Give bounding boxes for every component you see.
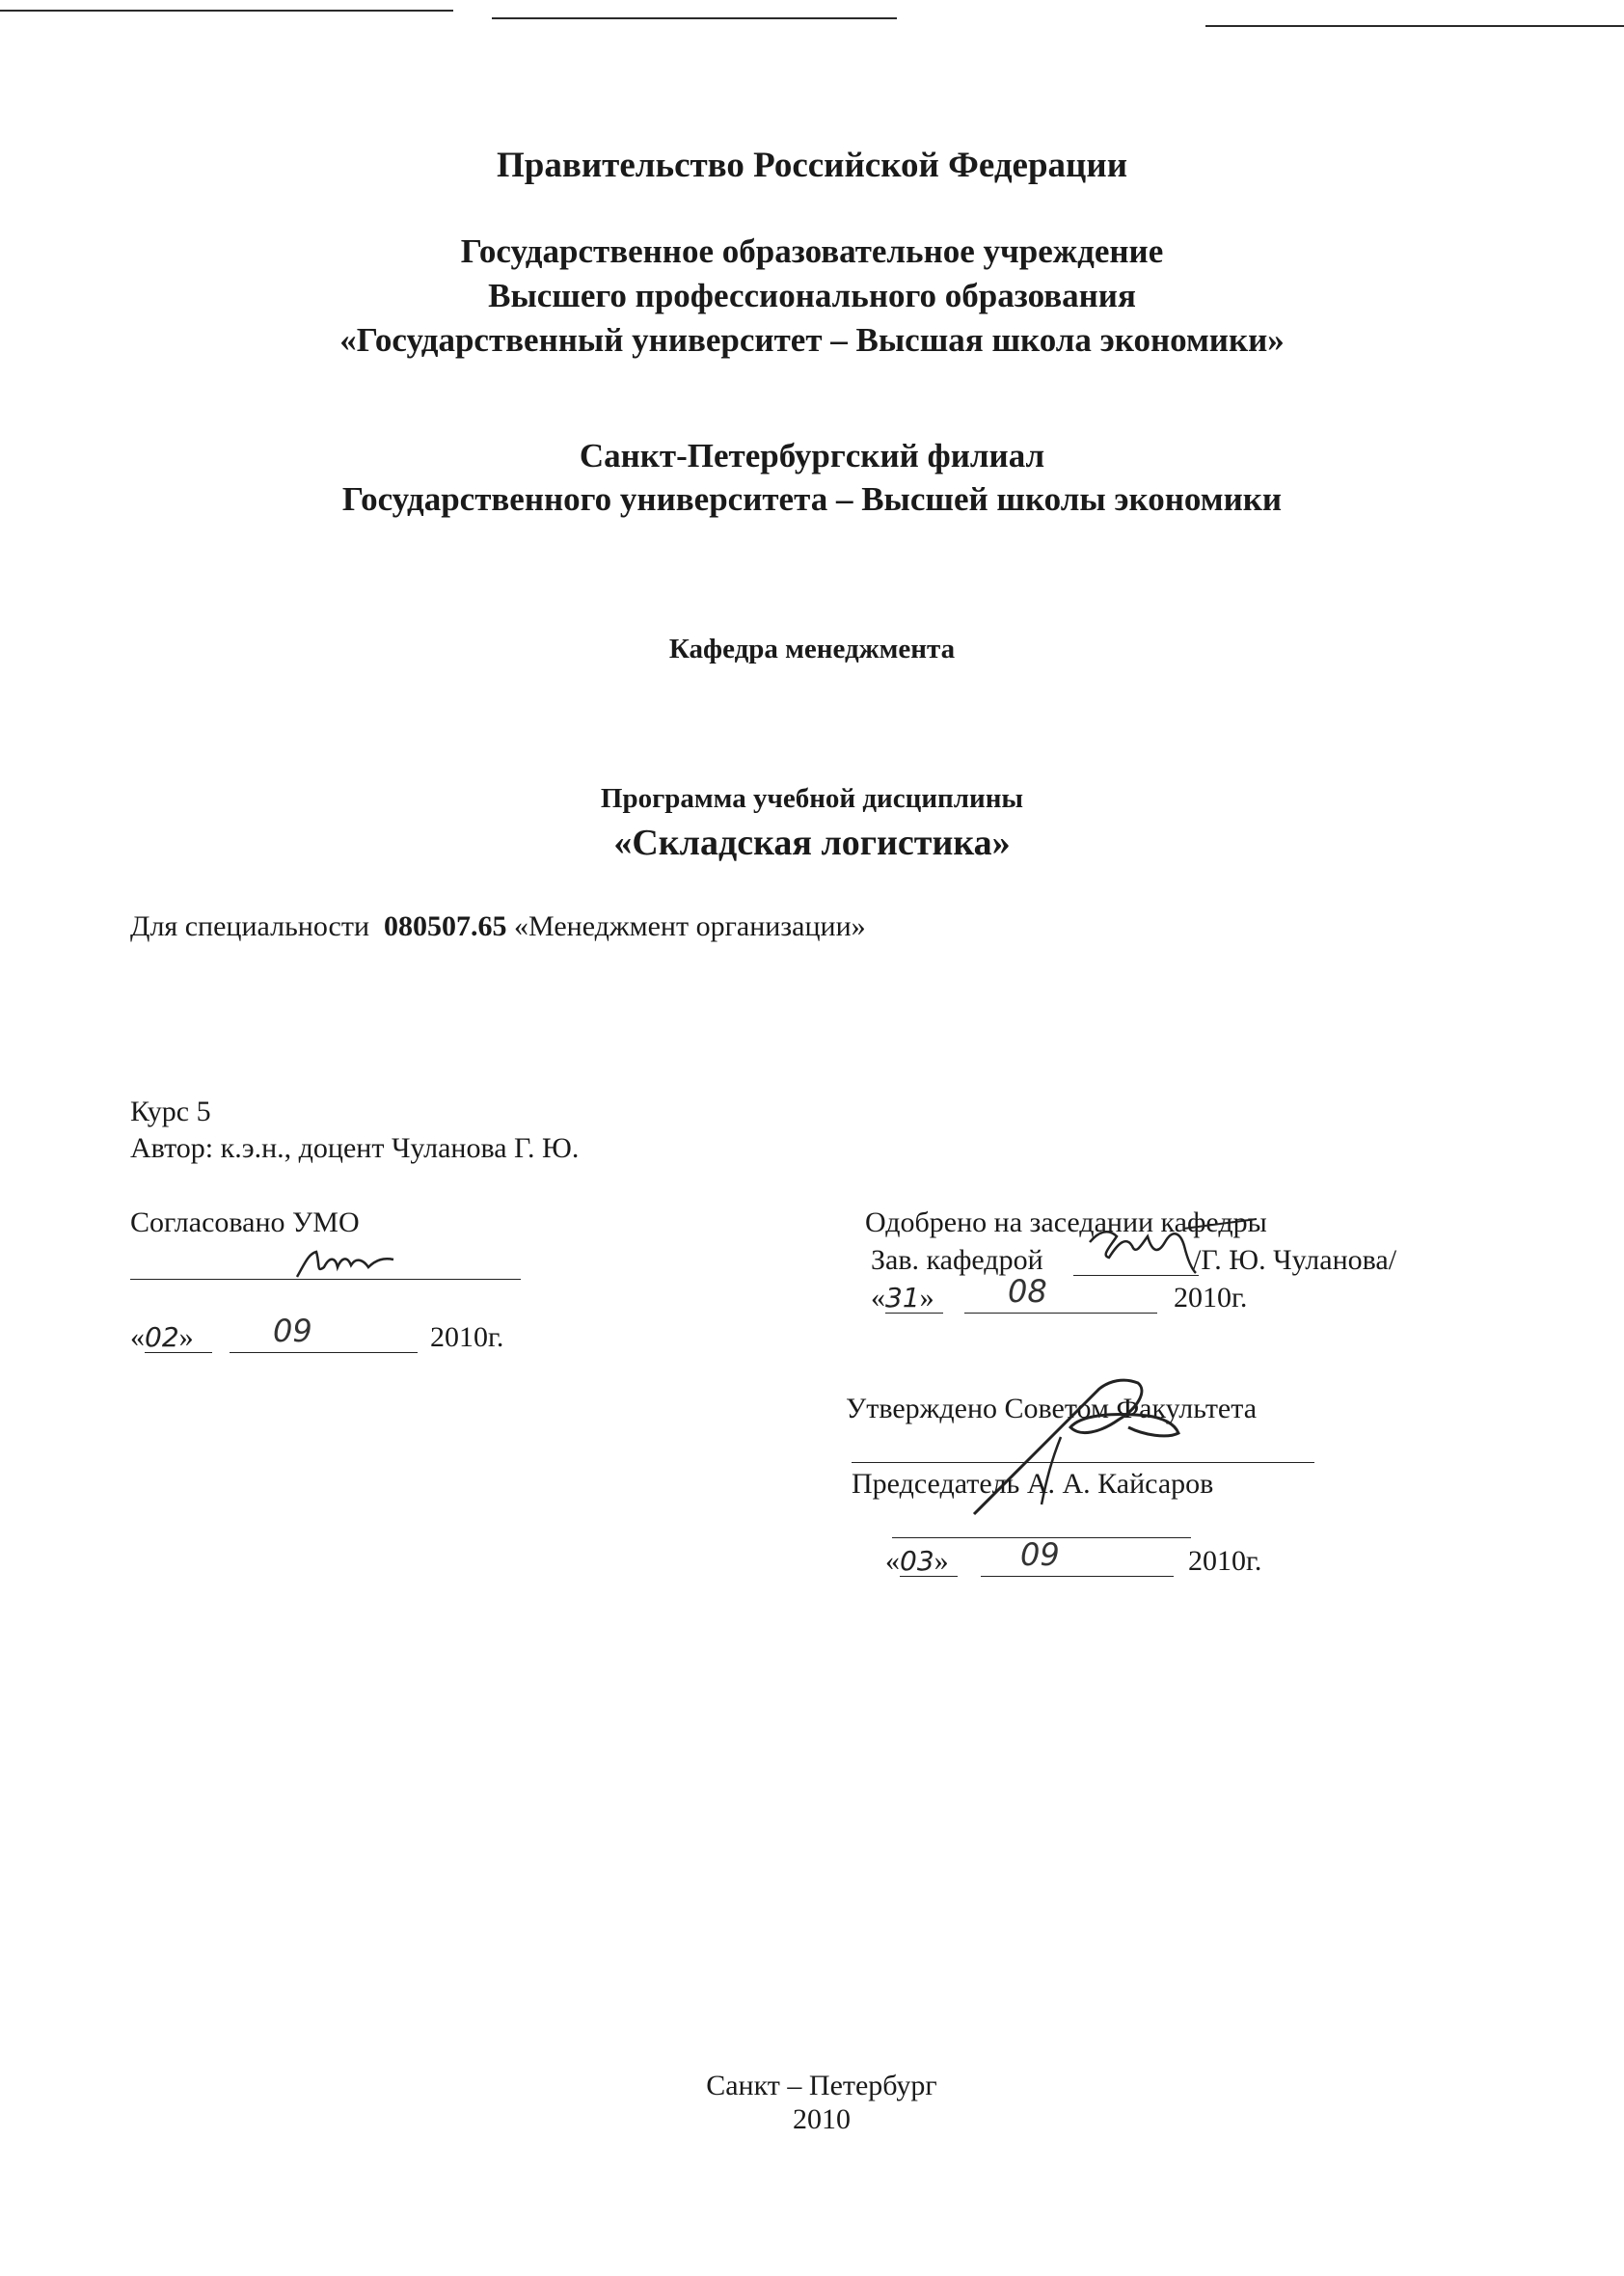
council-approval-label: Утверждено Советом Факультета [846,1393,1258,1424]
umo-open-quote: « [130,1321,145,1353]
specialty-code: 080507.65 [384,910,507,942]
department-day-line [885,1313,943,1314]
department-head-name: /Г. Ю. Чуланова/ [1193,1244,1397,1276]
specialty-name: «Менеджмент организации» [514,910,866,942]
scan-edge-line [0,10,453,12]
umo-month: 09 [273,1313,312,1349]
specialty-prefix: Для специальности [130,910,370,942]
umo-close-quote: » [178,1321,194,1353]
specialty-line [130,912,866,941]
council-month-line [981,1576,1174,1577]
program-label: Программа учебной дисциплины [600,783,1024,814]
branch-line-1: Санкт-Петербургский филиал [579,437,1045,474]
umo-month-line [230,1352,418,1353]
department-head-prefix: Зав. кафедрой [871,1244,1043,1276]
institution-line-1: Государственное образовательное учреждение [460,232,1164,270]
department-close-quote: » [919,1282,934,1314]
department-open-quote: « [871,1282,885,1314]
umo-date [130,1323,194,1352]
council-date [885,1547,949,1576]
branch-line-2: Государственного университета – Высшей школы экономики [341,480,1283,518]
umo-day-line [145,1352,212,1353]
department-title: Кафедра менеджмента [668,634,956,664]
footer-city: Санкт – Петербург [706,2070,937,2101]
council-chair: Председатель А. А. Кайсаров [852,1468,1214,1500]
course-number: Курс 5 [130,1096,211,1127]
course-title: «Складская логистика» [613,823,1011,863]
author: Автор: к.э.н., доцент Чуланова Г. Ю. [130,1132,580,1164]
umo-signature [287,1244,413,1283]
council-month: 09 [1020,1536,1060,1573]
umo-day: 02 [145,1321,179,1353]
department-month: 08 [1008,1273,1047,1310]
council-day-line [900,1576,958,1577]
department-day: 31 [885,1282,920,1314]
government-title: Правительство Российской Федерации [496,146,1128,185]
council-open-quote: « [885,1545,900,1577]
footer-year: 2010 [793,2103,851,2135]
institution-line-3: «Государственный университет – Высшая школа экономики» [339,321,1285,359]
umo-year: 2010г. [430,1321,504,1353]
department-month-line [964,1313,1157,1314]
department-date [871,1284,934,1313]
department-approval-label: Одобрено на заседании кафедры [865,1206,1267,1238]
department-head-signature [1080,1223,1205,1277]
council-close-quote: » [934,1545,949,1577]
umo-label: Согласовано УМО [130,1206,360,1238]
institution-line-2: Высшего профессионального образования [488,277,1136,314]
council-day: 03 [900,1545,934,1577]
council-year: 2010г. [1188,1545,1262,1577]
scan-edge-line [492,17,897,19]
council-chair-signature [955,1369,1186,1524]
department-year: 2010г. [1174,1282,1248,1314]
scan-edge-line [1205,25,1624,27]
